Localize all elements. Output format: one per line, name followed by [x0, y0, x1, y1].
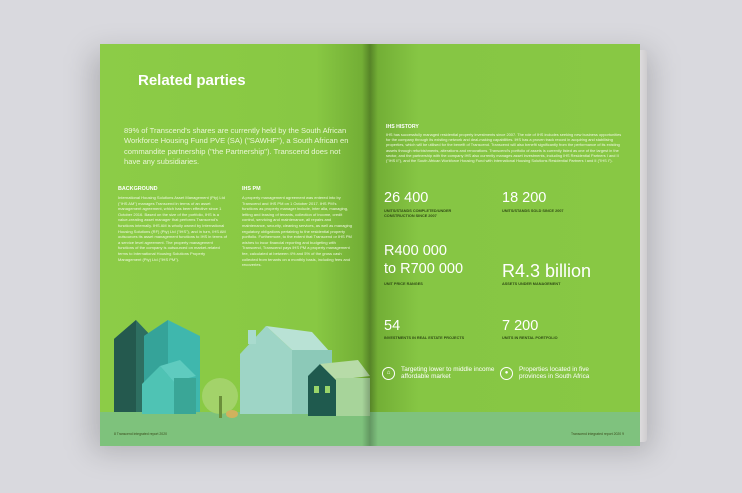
stat-value-line1: R400 000	[384, 243, 447, 259]
bullet-provinces	[500, 366, 617, 381]
bullet-text: Targeting lower to middle income affordable market	[401, 366, 495, 381]
intro-paragraph: 89% of Transcend's shares are currently held by the South African Workforce Housing Fund PVE (SA) ("SAWHF"), a South African en commandite partnership ("the Partnership"). Transcend does not have any subsidiaries.	[124, 126, 349, 167]
stat-value: 26 400	[384, 190, 429, 206]
houses-illustration	[100, 44, 370, 446]
stat-label: UNIT PRICE RANGES	[384, 282, 423, 286]
left-footer: 8 Transcend integrated report 2020	[114, 432, 167, 436]
page-title: Related parties	[138, 72, 246, 89]
house-icon: ⌂	[382, 367, 395, 380]
ihs-history-text: IHS has successfully managed residential property investments since 2007. The role of IHS includes seeking new business opportunities for the company through its existing network and deal-making capabilities. IHS has a proven track record in acquiring and stabilising properties, which will be utilised for the benefit of Transcend. Transcend will also benefit significantly from the performance of its existing assets through refurbishments, alterations and renovations. Transcend's portfolio of assets is currently listed as one of the largest in the sector, and the partnership with the company IHS also currently manages asset investments, including IHS Residential Partners I and II ("IHS II"), and the South African Workforce Housing Fund with International Housing Solutions Residential Partners I and II ("IHS I").	[386, 132, 622, 164]
ihs-pm-text: A property management agreement was entered into by Transcend and IHS PM on 1 October 2017. IHS PM's functions as property manager include, inter alia, managing, letting and leasing of tenants, collection of income, credit control, servicing and maintenance, all repairs and maintenance, security, cleaning services, as well as managing regulatory obligations pertaining to the residential property portfolio. Furthermore, to the extent that Transcend or IHS PM wishes to incur financial reporting and budgeting with Transcend, Transcend pays IHS PM a property management fee, calculated at between 4% and 5% of the gross cash collected from tenants on a monthly basis, including fees and recoveries.	[242, 195, 352, 268]
stat-value: R4.3 billion	[502, 261, 592, 281]
stat-label: UNITS/STANDS COMPLETED/UNDER CONSTRUCTION SINCE 2007	[384, 209, 452, 218]
map-pin-icon: ●	[500, 367, 513, 380]
stat-value: 7 200	[502, 318, 539, 334]
stat-value: 54	[384, 318, 401, 334]
ihs-history-heading: IHS HISTORY	[386, 124, 419, 130]
stat-value: 18 200	[502, 190, 547, 206]
right-footer: Transcend integrated report 2020 9	[570, 432, 624, 436]
book-spine	[362, 44, 378, 446]
left-page	[100, 44, 370, 446]
bullet-text: Properties located in five provinces in South Africa	[519, 366, 590, 381]
ground-strip-right	[370, 412, 640, 446]
right-page	[370, 44, 640, 446]
background-heading: BACKGROUND	[118, 186, 158, 192]
stat-label: ASSETS UNDER MANAGEMENT	[502, 282, 561, 286]
stat-label: UNITS IN RENTAL PORTFOLIO	[502, 336, 558, 340]
stat-label: INVESTMENTS IN REAL ESTATE PROJECTS	[384, 336, 465, 340]
open-brochure	[100, 44, 640, 446]
background-text: International Housing Solutions Asset Management (Pty) Ltd ("IHS AM") manages Transcend in terms of an asset management agreement, which has been effective since 1 October 2016. Based on the size of the portfolio, IHS is a value-creating asset manager that performs Transcend's functions internally. IHS AM is wholly owned by International Housing Solutions (RF) (Pty) Ltd ("IHS"), and in turn, IHS AM outsources its asset management functions to IHS in terms of a service level agreement. The property management functions of the company is outsourced on market-related terms to International Housing Solutions Property Management (Pty) Ltd ("IHS PM").	[118, 195, 227, 262]
stat-label: UNITS/STANDS SOLD SINCE 2007	[502, 209, 564, 213]
ihs-pm-heading: IHS PM	[242, 186, 261, 192]
stat-value-line2: to R700 000	[384, 261, 464, 277]
bullet-target-market	[382, 366, 499, 381]
